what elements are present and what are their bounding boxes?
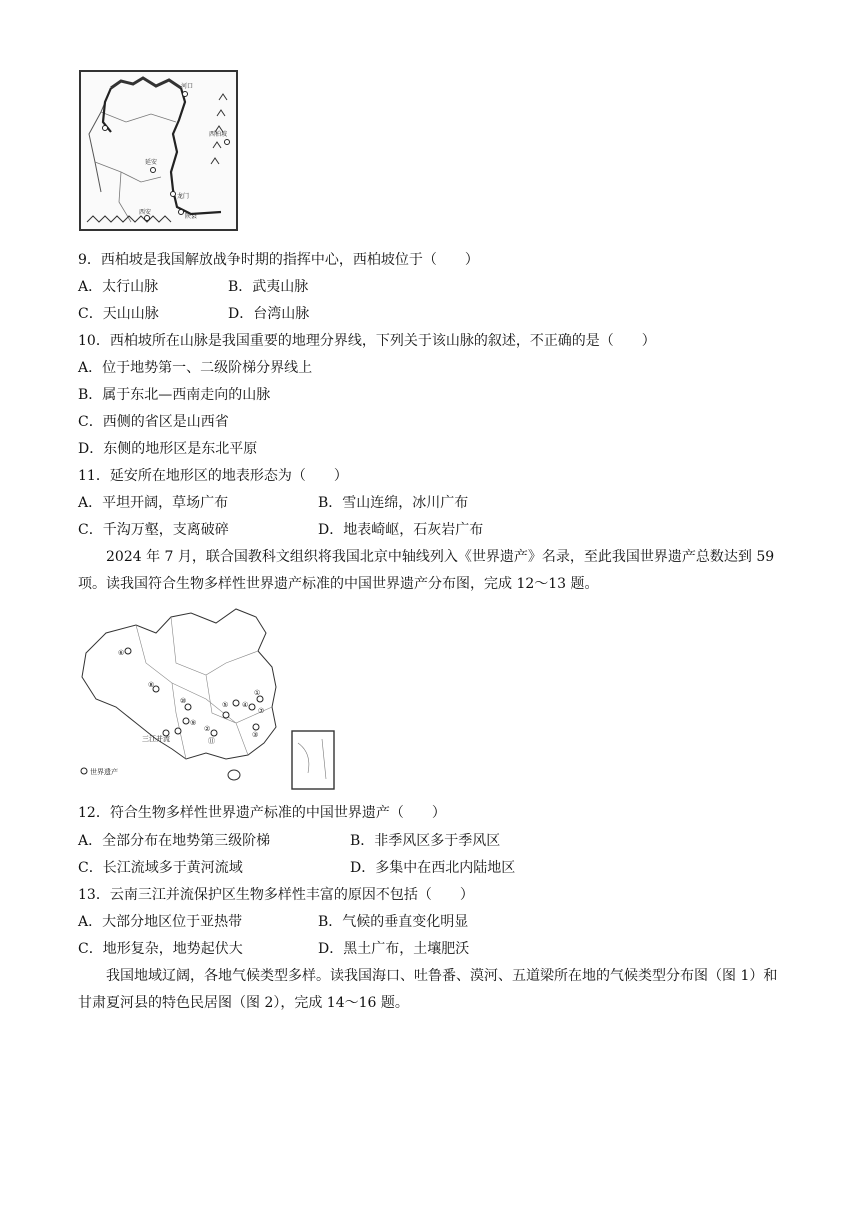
mark-7: ⑦ <box>258 707 265 715</box>
legend-world-heritage: 世界遗产 <box>90 768 118 776</box>
q12-option-c[interactable]: C．长江流域多于黄河流域 <box>78 860 243 876</box>
q9-option-d[interactable]: D．台湾山脉 <box>228 306 310 322</box>
map-label-sanjiang: 三江并流 <box>142 735 170 743</box>
regional-map <box>79 70 238 231</box>
china-heritage-map-drawing <box>76 603 344 793</box>
regional-map-drawing <box>81 72 236 229</box>
map-label-yanan: 延安 <box>145 159 158 166</box>
q10-option-a[interactable]: A．位于地势第一、二级阶梯分界线上 <box>78 360 313 376</box>
q11-option-c[interactable]: C．千沟万壑，支离破碎 <box>78 522 229 538</box>
map-label-xibaipo: 西柏坡 <box>209 131 228 138</box>
map-label-shanxian: 陕县 <box>185 213 198 220</box>
question-10-stem: 10．西柏坡所在山脉是我国重要的地理分界线，下列关于该山脉的叙述，不正确的是（ ） <box>78 333 656 349</box>
q11-option-b[interactable]: B．雪山连绵，冰川广布 <box>318 495 469 511</box>
q13-option-a[interactable]: A．大部分地区位于亚热带 <box>78 914 243 930</box>
q10-option-b[interactable]: B．属于东北—西南走向的山脉 <box>78 387 271 403</box>
q11-option-a[interactable]: A．平坦开阔，草场广布 <box>78 495 229 511</box>
mark-3: ③ <box>252 731 259 739</box>
intro-paragraph-14-16: 我国地域辽阔，各地气候类型多样。读我国海口、吐鲁番、漠河、五道梁所在地的气候类型分布图（图 1）和甘肃夏河县的特色民居图（图 2），完成 14～16 题。 <box>78 968 778 1011</box>
map-label-longmen: 龙门 <box>177 193 190 200</box>
mark-11: ⑪ <box>208 737 215 745</box>
mark-1: ① <box>254 689 261 697</box>
map-label-hekou: 河口 <box>181 83 194 90</box>
q13-option-b[interactable]: B．气候的垂直变化明显 <box>318 914 469 930</box>
q12-option-b[interactable]: B．非季风区多于季风区 <box>350 833 501 849</box>
map-label-xian: 西安 <box>139 209 152 216</box>
mark-9: ⑨ <box>190 719 197 727</box>
q10-option-c[interactable]: C．西侧的省区是山西省 <box>78 414 229 430</box>
q12-option-d[interactable]: D．多集中在西北内陆地区 <box>350 860 516 876</box>
mark-4: ④ <box>242 701 249 709</box>
mark-10: ⑩ <box>180 697 187 705</box>
mark-8: ⑧ <box>148 681 155 689</box>
china-heritage-map <box>76 603 344 793</box>
q9-option-c[interactable]: C．天山山脉 <box>78 306 159 322</box>
mark-2: ② <box>204 725 211 733</box>
q9-option-a[interactable]: A．太行山脉 <box>78 279 159 295</box>
q10-option-d[interactable]: D．东侧的地形区是东北平原 <box>78 441 258 457</box>
q13-option-c[interactable]: C．地形复杂，地势起伏大 <box>78 941 243 957</box>
question-12-stem: 12．符合生物多样性世界遗产标准的中国世界遗产（ ） <box>78 805 446 821</box>
q12-option-a[interactable]: A．全部分布在地势第三级阶梯 <box>78 833 271 849</box>
question-11-stem: 11．延安所在地形区的地表形态为（ ） <box>78 468 348 484</box>
mark-6: ⑥ <box>118 649 125 657</box>
q13-option-d[interactable]: D．黑土广布，土壤肥沃 <box>318 941 470 957</box>
question-9-stem: 9．西柏坡是我国解放战争时期的指挥中心，西柏坡位于（ ） <box>78 252 479 268</box>
question-13-stem: 13．云南三江并流保护区生物多样性丰富的原因不包括（ ） <box>78 887 474 903</box>
q9-option-b[interactable]: B．武夷山脉 <box>228 279 309 295</box>
intro-paragraph-12-13: 2024 年 7 月，联合国教科文组织将我国北京中轴线列入《世界遗产》名录，至此我国世界遗产总数达到 59 项。读我国符合生物多样性世界遗产标准的中国世界遗产分布图，完成 12～13 题。 <box>78 549 775 592</box>
q11-option-d[interactable]: D．地表崎岖，石灰岩广布 <box>318 522 484 538</box>
mark-5: ⑤ <box>222 701 229 709</box>
